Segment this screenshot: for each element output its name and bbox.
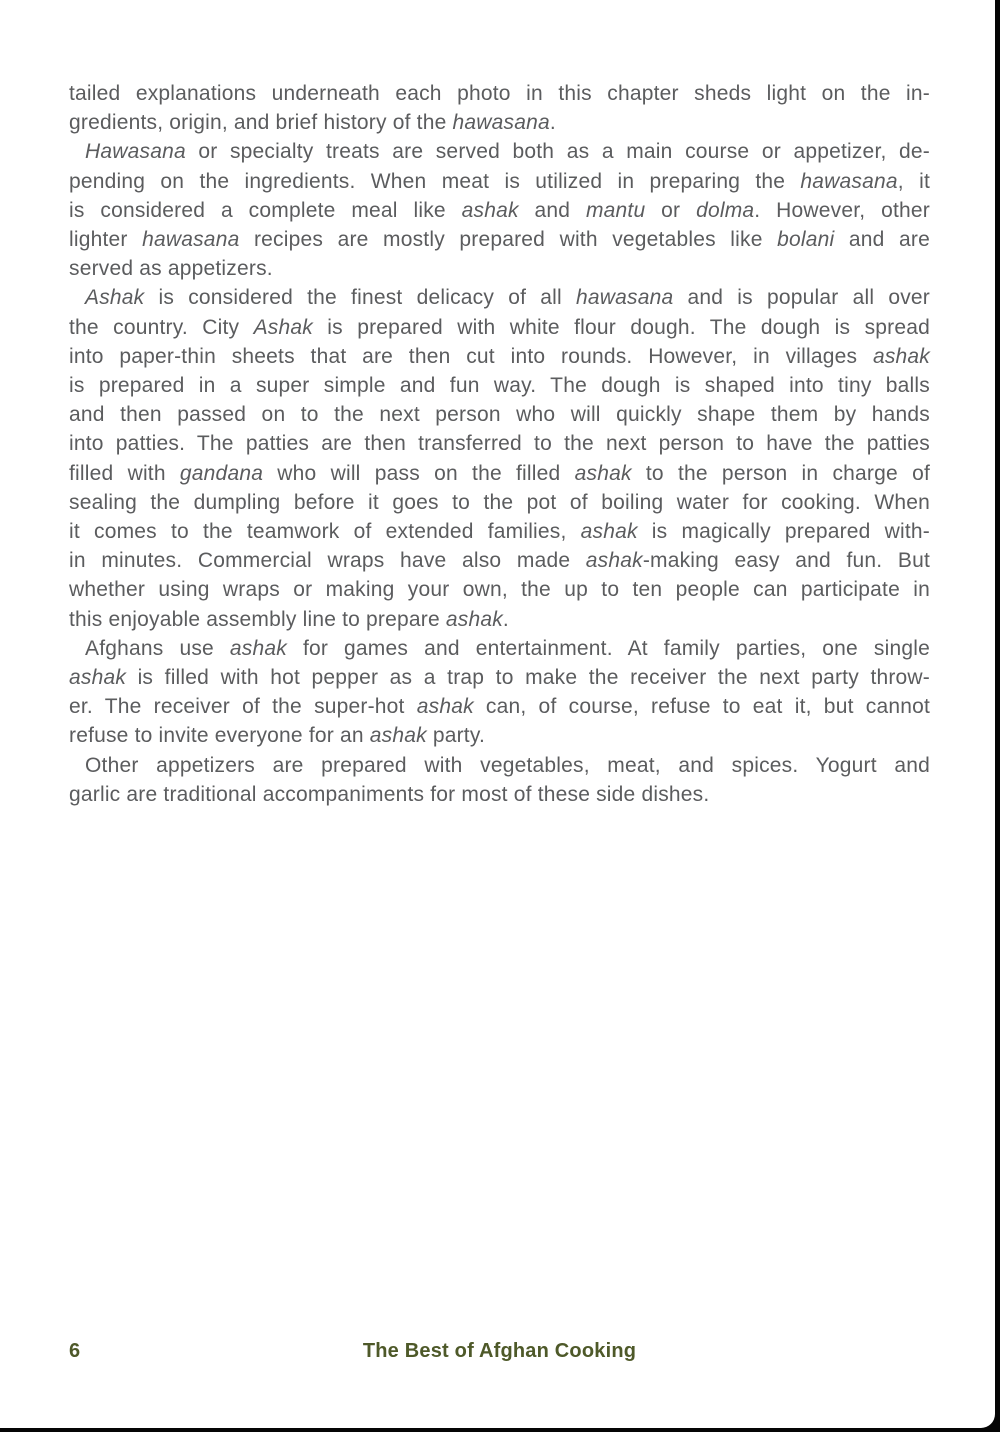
- paragraph: [69, 283, 930, 633]
- text-line: is considered a complete meal like ashak and mantu or dolma. However, other: [69, 198, 930, 222]
- text-line: gredients, origin, and brief history of the hawasana.: [69, 111, 556, 135]
- text-line: is prepared in a super simple and fun way. The dough is shaped into tiny balls: [69, 374, 930, 398]
- paragraph: [69, 634, 930, 751]
- text-line: sealing the dumpling before it goes to the pot of boiling water for cooking. When: [69, 490, 930, 514]
- book-title: The Best of Afghan Cooking: [362, 1340, 637, 1362]
- text-block: [69, 79, 930, 809]
- text-line: ashak is filled with hot pepper as a trap to make the receiver the next party throw-: [69, 666, 930, 690]
- text-line: Afghans use ashak for games and entertainment. At family parties, one single: [85, 636, 930, 660]
- paragraph: [69, 751, 930, 809]
- text-line: garlic are traditional accompaniments for most of these side dishes.: [69, 782, 710, 806]
- text-line: tailed explanations underneath each photo in this chapter sheds light on the in-: [69, 82, 930, 105]
- text-line: Ashak is considered the finest delicacy of all hawasana and is popular all over: [85, 286, 930, 310]
- text-line: whether using wraps or making your own, the up to ten people can participate in: [69, 578, 930, 602]
- text-line: Hawasana or specialty treats are served both as a main course or appetizer, de-: [85, 140, 930, 164]
- text-line: refuse to invite everyone for an ashak party.: [69, 724, 486, 748]
- page-footer: [69, 1340, 930, 1372]
- text-line: into paper-thin sheets that are then cut into rounds. However, in villages ashak: [69, 344, 930, 368]
- text-line: filled with gandana who will pass on the filled ashak to the person in charge of: [69, 461, 930, 485]
- text-line: Other appetizers are prepared with vegetables, meat, and spices. Yogurt and: [85, 753, 930, 777]
- text-line: lighter hawasana recipes are mostly prepared with vegetables like bolani and are: [69, 228, 930, 252]
- text-line: and then passed on to the next person who will quickly shape them by hands: [69, 403, 930, 427]
- text-line: er. The receiver of the super-hot ashak can, of course, refuse to eat it, but cannot: [69, 695, 930, 719]
- text-line: into patties. The patties are then transferred to the next person to have the patties: [69, 432, 930, 456]
- text-line: pending on the ingredients. When meat is utilized in preparing the hawasana, it: [69, 169, 930, 193]
- text-line: served as appetizers.: [69, 257, 273, 281]
- text-line: the country. City Ashak is prepared with white flour dough. The dough is spread: [69, 315, 930, 339]
- text-line: this enjoyable assembly line to prepare ashak.: [69, 607, 509, 631]
- text-line: in minutes. Commercial wraps have also made ashak-making easy and fun. But: [69, 549, 930, 573]
- page-number: 6: [69, 1340, 81, 1362]
- paragraph: [69, 137, 930, 283]
- paragraph: [69, 79, 930, 137]
- text-line: it comes to the teamwork of extended families, ashak is magically prepared with-: [69, 520, 930, 544]
